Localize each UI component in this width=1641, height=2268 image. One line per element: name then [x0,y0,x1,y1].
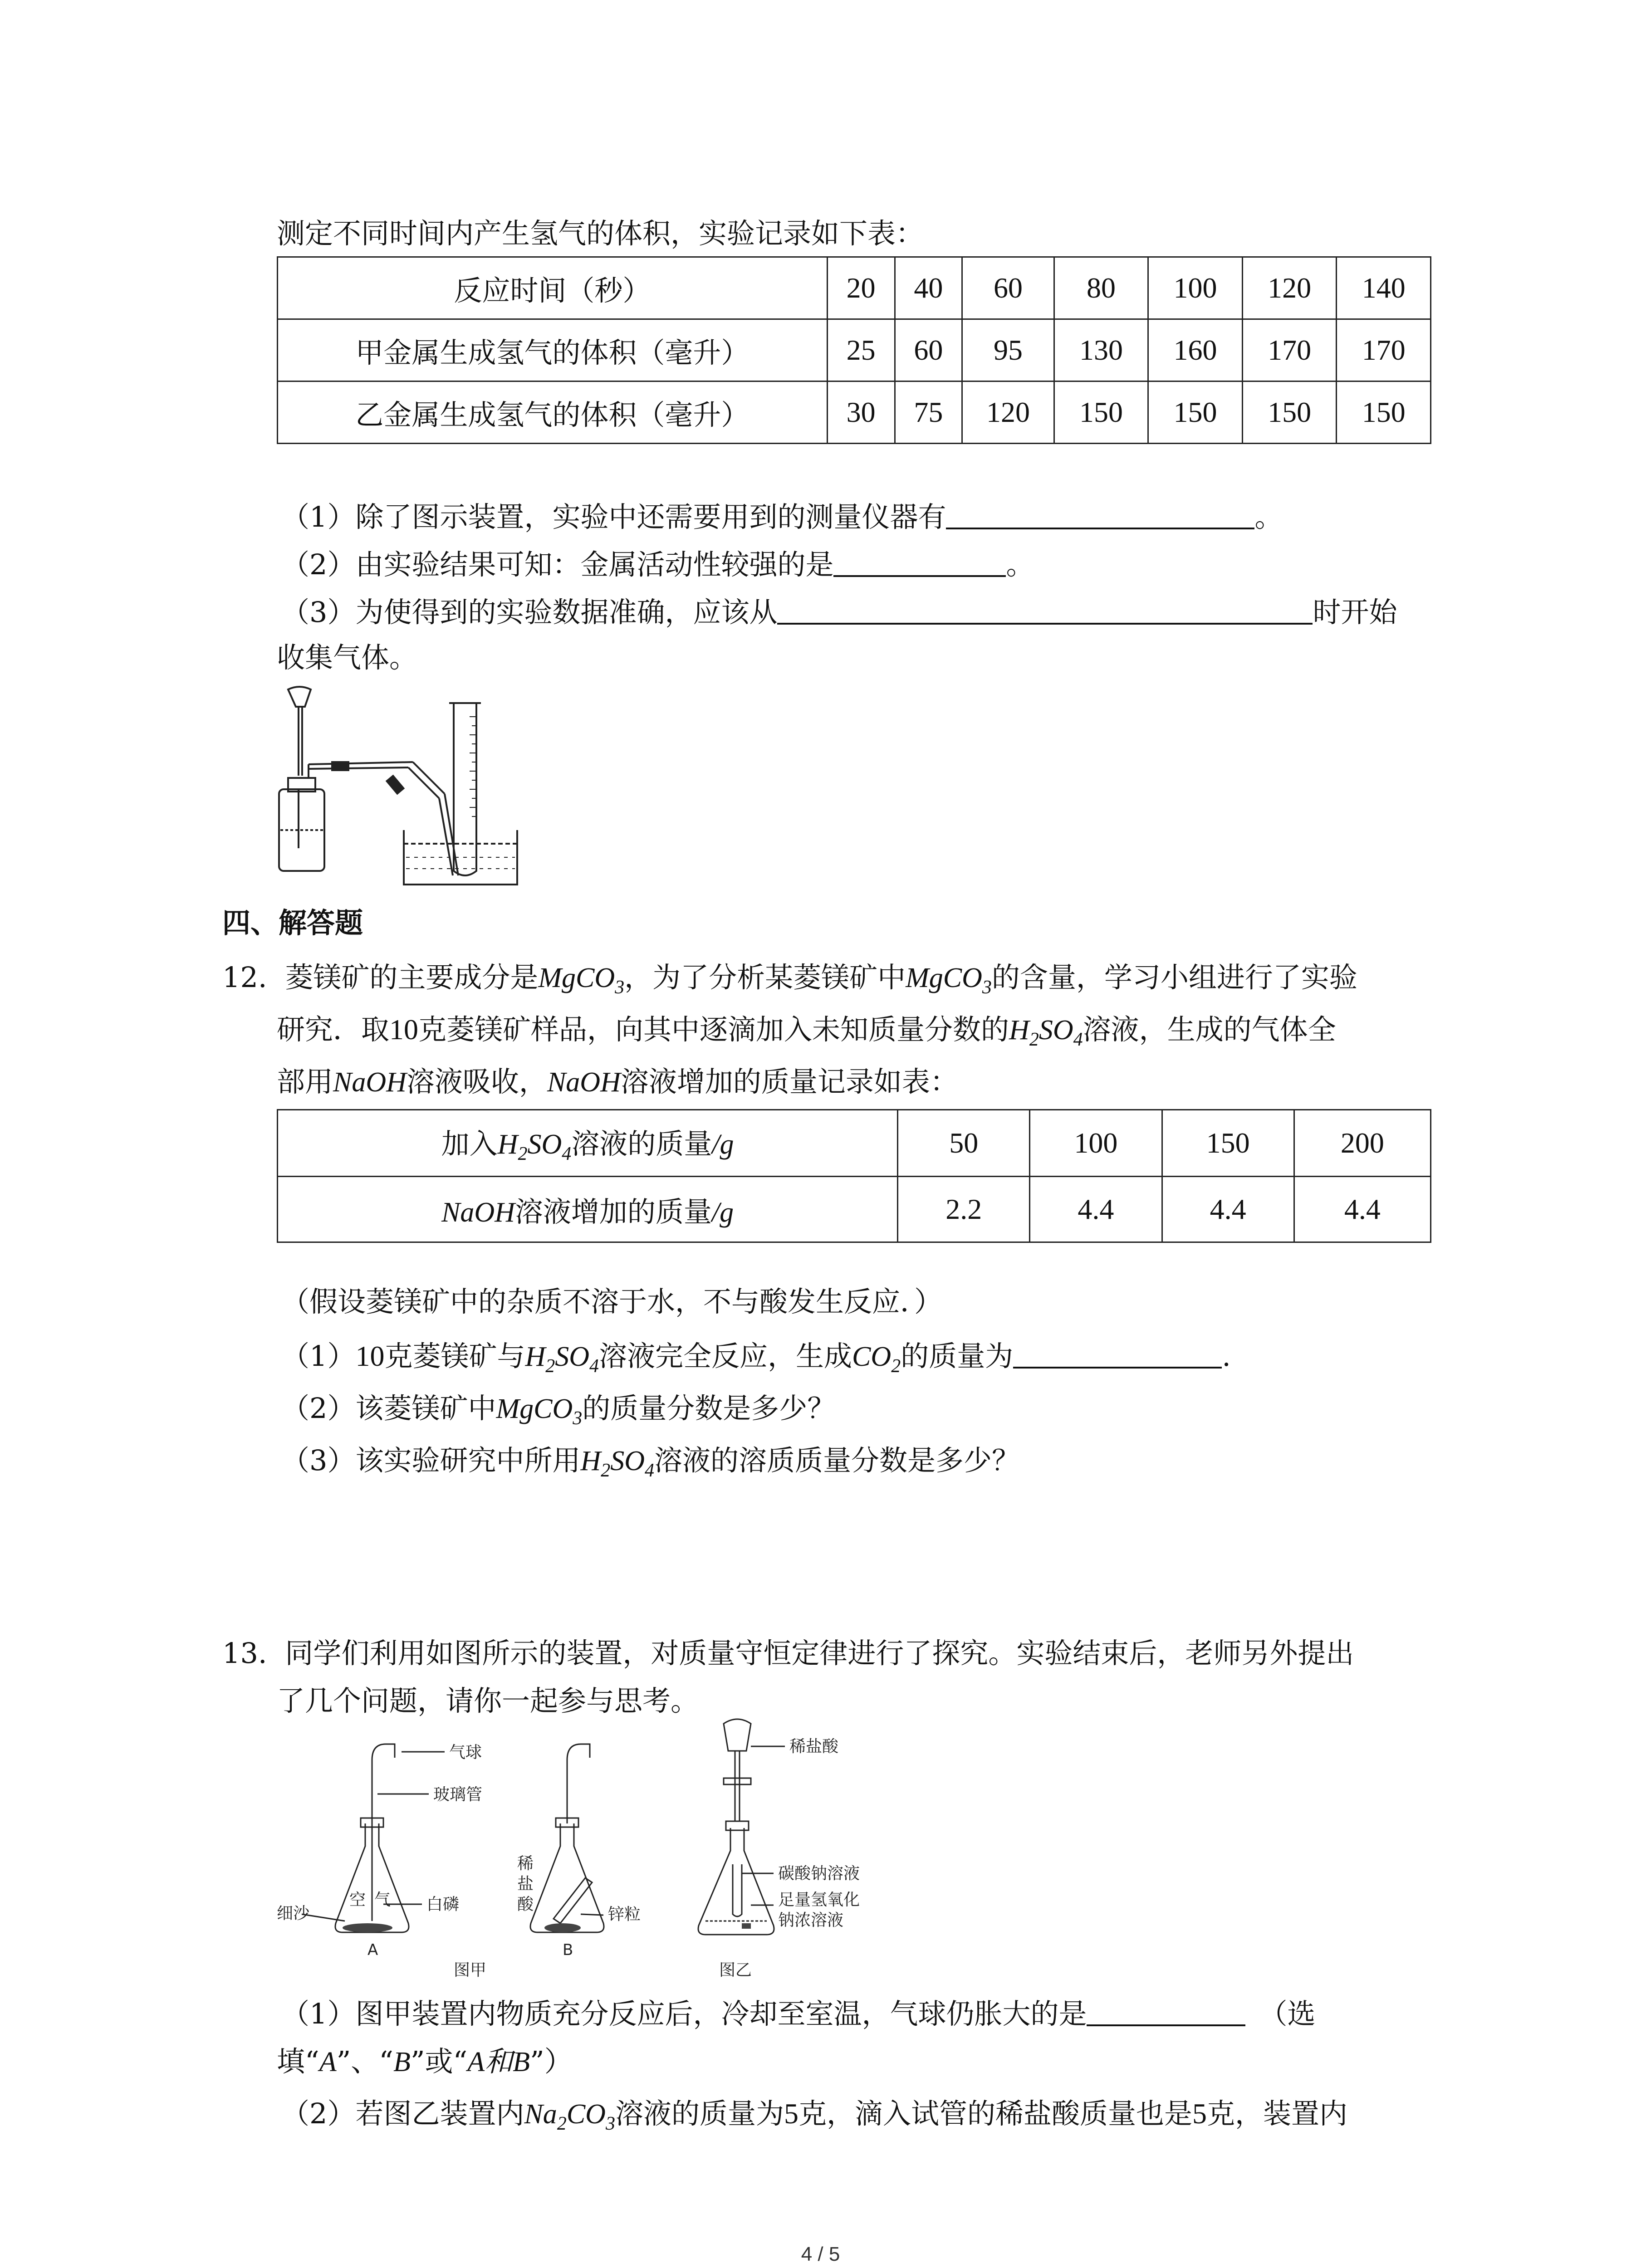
q13-part1 [281,1994,1315,2034]
subscript: 4 [1073,1029,1083,1050]
label-zinc: 锌粒 [608,1905,641,1924]
table-cell: 30 [827,381,895,444]
table-cell: 150 [1242,381,1337,444]
formula-mgco3: MgCO [496,1393,573,1424]
q12-part3 [281,1440,1020,1491]
table-cell: 4.4 [1294,1177,1430,1242]
label-sand: 细沙 [277,1904,310,1923]
q11-part2 [281,544,1034,585]
q12-part1 [281,1336,1231,1387]
option-ab: A和B [467,2047,530,2077]
subscript: 2 [1029,1029,1039,1050]
answer-blank[interactable] [777,595,1313,625]
time-cell: 60 [962,257,1054,319]
q12-text: 的质量分数是多少？ [582,1392,836,1425]
mass-conservation-apparatus-figure [272,1715,907,1987]
subscript: 4 [562,1144,572,1164]
gas-collection-apparatus-figure [268,685,531,889]
answer-blank[interactable] [1087,1996,1245,2026]
subscript: 2 [557,2113,567,2134]
answer-blank[interactable] [1013,1339,1222,1369]
subscript: 3 [982,977,992,998]
time-cell: 40 [895,257,962,319]
q12-line1 [222,957,1357,1008]
table-cell: 160 [1148,319,1243,381]
q12-text: （1） [281,1339,356,1373]
label-dilute-3: 酸 [517,1895,534,1914]
q13-text: ”或“ [410,2045,468,2078]
time-cell: 140 [1337,257,1431,319]
label-b: B [563,1941,573,1959]
formula-h: H [525,1341,546,1372]
question-number: 13. [222,1637,267,1670]
table-row-label [278,1177,898,1242]
time-cell: 20 [827,257,895,319]
row-label-yi: 乙金属生成氢气的体积（毫升） [278,381,828,444]
table-cell: 130 [1054,319,1148,381]
table-cell: 60 [895,319,962,381]
table-cell: 200 [1294,1110,1430,1177]
table-cell: 50 [898,1110,1030,1177]
q13-part1-line2 [277,2041,573,2082]
time-cell: 80 [1054,257,1148,319]
unit: /g [711,1197,734,1228]
row-label-jia: 甲金属生成氢气的体积（毫升） [278,319,828,381]
hydrogen-volume-table [277,256,1431,444]
subscript: 3 [605,2113,615,2134]
subscript: 3 [615,977,625,998]
q13-line2: 了几个问题，请你一起参与思考。 [277,1684,699,1717]
table-cell: 4.4 [1162,1177,1294,1242]
table-cell: 150 [1054,381,1148,444]
q11-part1-text: （1）除了图示装置，实验中还需要用到的测量仪器有 [281,500,946,533]
formula-so: SO [555,1341,590,1372]
table-cell: 170 [1337,319,1431,381]
q13-text: 克，滴入试管的稀盐酸质量也是 [798,2097,1192,2130]
formula-h: H [580,1446,601,1476]
label-text: 溶液增加的质量 [514,1195,712,1228]
table-cell: 150 [1337,381,1431,444]
q12-text: 克菱镁矿样品，向其中逐滴加入未知质量分数的 [418,1013,1009,1046]
q12-text: 菱镁矿的主要成分是 [285,961,539,994]
subscript: 2 [518,1144,528,1164]
time-cell: 120 [1242,257,1337,319]
q13-text: 填“ [277,2045,319,2078]
table-cell: 150 [1162,1110,1294,1177]
q11-part3 [281,592,1397,633]
q13-text: ”、“ [336,2045,393,2078]
q12-text: （3）该实验研究中所用 [281,1444,581,1477]
q11-part3-line2: 收集气体。 [277,641,418,674]
q13-text: 溶液的质量为 [615,2097,784,2130]
number: 5 [784,2097,798,2130]
table-row-label [278,1110,898,1177]
number: 10 [355,1340,385,1372]
answer-blank[interactable] [833,547,1006,577]
naoh-mass-table [277,1109,1431,1243]
label-dilute-2: 盐 [517,1875,534,1893]
label-white-phosphorus: 白磷 [426,1895,460,1914]
label-fig-yi: 图乙 [719,1961,752,1980]
table-cell: 25 [827,319,895,381]
period: 。 [1254,500,1283,533]
label-fig-jia: 图甲 [454,1961,487,1980]
label-glass-tube: 玻璃管 [433,1785,483,1804]
formula-so: SO [527,1129,562,1160]
option-b: B [393,2047,411,2077]
label-dilute-1: 稀 [517,1854,534,1873]
subscript: 2 [891,1356,901,1377]
q12-note: （假设菱镁矿中的杂质不溶于水，不与酸发生反应．） [281,1285,943,1318]
answer-blank[interactable] [946,499,1254,529]
option-a: A [319,2047,337,2077]
q12-text: 溶液增加的质量记录如表： [620,1065,958,1098]
formula-co: CO [566,2099,606,2130]
q11-part3-end: 时开始 [1313,596,1397,629]
q11-part3-text: （3）为使得到的实验数据准确，应该从 [281,596,778,629]
formula-na: Na [524,2099,557,2130]
label-balloon: 气球 [449,1743,482,1762]
q12-text: 的含量，学习小组进行了实验 [991,961,1357,994]
table-cell: 4.4 [1030,1177,1162,1242]
table-cell: 170 [1242,319,1337,381]
q12-text: 克菱镁矿与 [384,1339,525,1373]
formula-mgco3: MgCO [538,963,615,993]
q12-line2 [277,1009,1336,1060]
q13-text: （选 [1259,1997,1316,2030]
subscript: 3 [573,1408,583,1429]
table-cell: 100 [1030,1110,1162,1177]
subscript: 2 [545,1356,555,1377]
q13-part2 [281,2093,1347,2144]
table-cell: 120 [962,381,1054,444]
q13-text: （1）图甲装置内物质充分反应后，冷却至室温，气球仍胀大的是 [281,1997,1087,2030]
period: 。 [1006,548,1034,581]
q11-part2-text: （2）由实验结果可知：金属活动性较强的是 [281,548,834,581]
formula-h: H [1009,1015,1029,1046]
subscript: 4 [589,1356,599,1377]
table-cell: 2.2 [898,1177,1030,1242]
q13-text: ”） [530,2045,573,2078]
q12-text: ，为了分析某菱镁矿中 [624,961,906,994]
q12-text: 部用 [277,1065,333,1098]
q11-part1 [281,497,1283,538]
number: 5 [1192,2097,1207,2130]
question-number: 12. [222,961,267,994]
q13-line1 [222,1633,1354,1674]
table-cell: 95 [962,319,1054,381]
label-naoh-2: 钠浓溶液 [778,1911,844,1930]
q13-text: 同学们利用如图所示的装置，对质量守恒定律进行了探究。实验结束后，老师另外提出 [285,1637,1354,1670]
intro-text: 测定不同时间内产生氢气的体积，实验记录如下表： [277,217,924,250]
formula-co: CO [852,1341,892,1372]
formula-h: H [497,1129,518,1160]
formula-naoh: NaOH [547,1067,621,1098]
formula-so: SO [610,1446,645,1476]
label-air-2: 气 [374,1891,391,1909]
q12-text: 溶液完全反应，生成 [599,1339,852,1373]
table-cell: 75 [895,381,962,444]
q12-text: 溶液吸收， [406,1065,547,1098]
table-cell: 150 [1148,381,1243,444]
q12-part2 [281,1388,835,1439]
formula-mgco3: MgCO [906,963,982,993]
label-text: 溶液的质量 [571,1127,712,1160]
number: 10 [389,1013,419,1046]
label-na2co3-solution: 碳酸钠溶液 [778,1864,860,1883]
q12-text: 研究．取 [277,1013,390,1046]
subscript: 2 [601,1460,611,1481]
period: . [1222,1339,1231,1373]
label-naoh-1: 足量氢氧化 [778,1891,860,1909]
label-a: A [367,1941,378,1959]
unit: /g [712,1129,734,1160]
q12-text: 的质量为 [901,1339,1014,1373]
formula-so: SO [1038,1015,1073,1046]
section-heading: 四、解答题 [222,906,363,939]
label-hcl: 稀盐酸 [789,1737,839,1756]
formula-naoh: NaOH [441,1197,515,1228]
q13-text: （2）若图乙装置内 [281,2097,524,2130]
label-air-1: 空 [349,1891,366,1909]
label-text: 加入 [441,1127,498,1160]
q12-text: 溶液，生成的气体全 [1083,1013,1336,1046]
page-number: 4 / 5 [801,2243,840,2265]
time-cell: 100 [1148,257,1243,319]
q13-text: 克，装置内 [1206,2097,1347,2130]
q12-line3 [277,1061,958,1103]
q12-text: （2）该菱镁矿中 [281,1392,496,1425]
q12-text: 溶液的溶质质量分数是多少？ [654,1444,1020,1477]
subscript: 4 [645,1460,655,1481]
formula-naoh: NaOH [333,1067,407,1098]
table-header-label: 反应时间（秒） [278,257,828,319]
